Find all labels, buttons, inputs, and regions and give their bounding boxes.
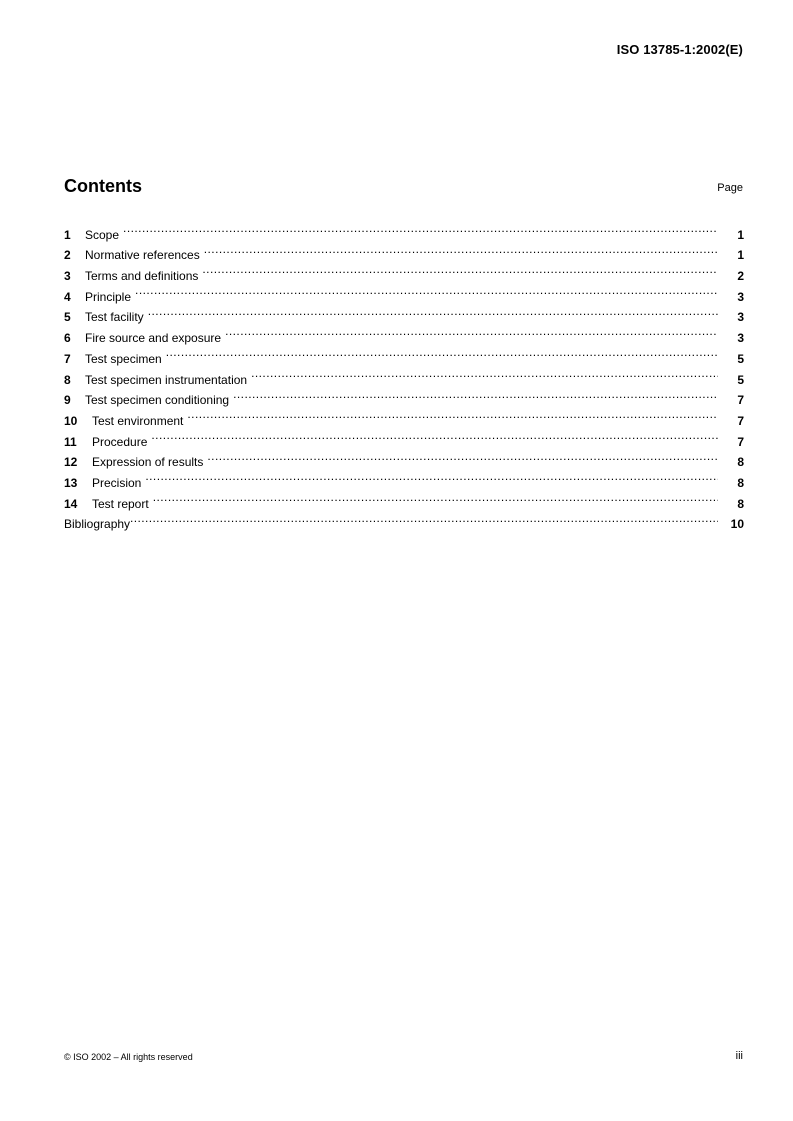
toc-entry-test-specimen[interactable] [64,342,744,366]
toc-entry-page: 1 [737,248,744,263]
dot-leader [151,425,718,446]
page-column-label: Page [717,182,743,194]
toc-entry-title: Test specimen instrumentation [85,372,248,387]
toc-entry-page: 7 [737,393,744,408]
toc-entry-title: Test facility [85,310,144,325]
toc-entry-number: 8 [64,372,71,387]
toc-entry-number: 9 [64,393,71,408]
toc-entry-title: Normative references [85,248,200,263]
toc-entry-expression-of-results[interactable] [64,446,744,470]
toc-entry-test-facility[interactable] [64,301,744,325]
toc-entry-title: Bibliography [64,517,131,532]
toc-entry-number: 7 [64,351,71,366]
dot-leader [187,404,718,425]
toc-entry-page: 2 [737,269,744,284]
toc-entry-number: 12 [64,455,78,470]
dot-leader [233,384,718,405]
toc-entry-fire-source-and-exposure[interactable] [64,321,744,346]
table-of-contents [64,218,744,532]
toc-entry-page: 1 [737,227,744,242]
toc-entry-title: Terms and definitions [85,269,199,284]
toc-entry-title: Scope [85,227,120,242]
toc-entry-page: 5 [737,372,744,387]
toc-entry-number: 11 [64,434,77,449]
dot-leader [225,321,718,342]
toc-entry-page: 8 [737,496,744,511]
page-number: iii [735,1050,743,1062]
toc-entry-test-report[interactable] [64,487,744,511]
toc-entry-number: 2 [64,248,71,263]
toc-entry-number: 10 [64,413,78,428]
toc-entry-title: Test specimen conditioning [85,393,230,408]
toc-entry-number: 5 [64,310,71,325]
toc-entry-page: 8 [737,475,744,490]
toc-entry-procedure[interactable] [64,425,744,449]
dot-leader [166,342,718,363]
dot-leader [130,508,718,529]
toc-entry-number: 6 [64,331,71,346]
toc-entry-title: Test specimen [85,351,162,366]
toc-entry-title: Fire source and exposure [85,331,222,346]
toc-entry-test-specimen-instrumentation[interactable] [64,363,744,387]
dot-leader [135,280,718,301]
copyright-notice: © ISO 2002 – All rights reserved [64,1052,193,1062]
toc-entry-title: Precision [92,475,142,490]
dot-leader [204,239,718,260]
toc-entry-page: 7 [737,434,744,449]
dot-leader [202,259,718,280]
dot-leader [207,446,718,467]
toc-entry-title: Principle [85,289,132,304]
toc-entry-page: 3 [737,331,744,346]
toc-entry-number: 4 [64,289,71,304]
toc-entry-page: 7 [737,413,744,428]
toc-entry-scope[interactable] [64,218,744,242]
toc-entry-bibliography[interactable] [64,508,744,532]
toc-entry-normative-references[interactable] [64,239,744,263]
toc-entry-number: 14 [64,496,78,511]
toc-entry-title: Test report [92,496,149,511]
dot-leader [123,218,718,239]
document-id: ISO 13785-1:2002(E) [616,42,743,57]
toc-entry-number: 13 [64,475,78,490]
toc-entry-precision[interactable] [64,466,744,490]
toc-entry-page: 3 [737,289,744,304]
toc-entry-page: 3 [737,310,744,325]
toc-entry-title: Expression of results [92,455,204,470]
toc-entry-title: Procedure [92,434,148,449]
contents-heading: Contents [64,176,142,196]
toc-entry-page: 8 [737,455,744,470]
dot-leader [148,301,718,322]
toc-entry-page: 10 [730,517,744,532]
toc-entry-page: 5 [737,351,744,366]
toc-entry-number: 3 [64,269,71,284]
toc-entry-number: 1 [64,227,71,242]
toc-entry-principle[interactable] [64,280,744,304]
dot-leader [153,487,718,508]
toc-entry-title: Test environment [92,413,184,428]
dot-leader [251,363,718,384]
dot-leader [145,466,718,487]
